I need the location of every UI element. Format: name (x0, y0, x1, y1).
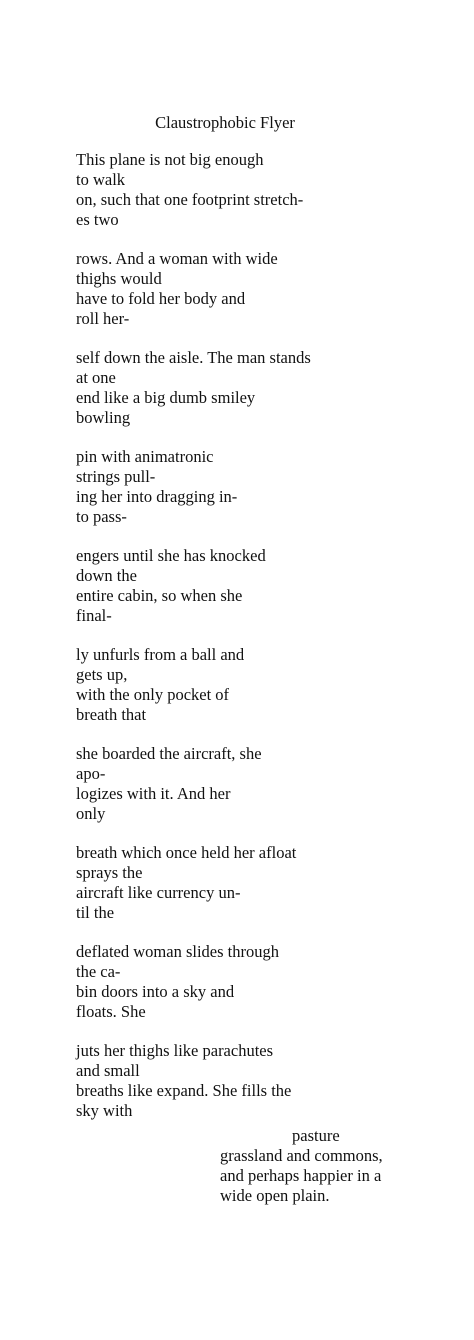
poem-line: ing her into dragging in- (76, 487, 238, 506)
stanza (76, 942, 366, 1022)
poem-line: deflated woman slides through (76, 942, 279, 961)
coda-line: pasture (292, 1126, 340, 1145)
coda-line: grassland and commons, (220, 1146, 383, 1165)
poem-line: aircraft like currency un- (76, 883, 241, 902)
poem-line: roll her- (76, 309, 130, 328)
poem-title: Claustrophobic Flyer (155, 113, 295, 132)
poem-line: sky with (76, 1101, 133, 1120)
poem-line: bin doors into a sky and (76, 982, 235, 1001)
poem-line: to walk (76, 170, 126, 189)
stanza (76, 348, 366, 428)
poem-line: engers until she has knocked (76, 546, 266, 565)
poem-line: bowling (76, 408, 131, 427)
stanza (76, 843, 366, 923)
poem-line: she boarded the aircraft, she (76, 744, 262, 763)
poem-line: juts her thighs like parachutes (76, 1041, 274, 1060)
poem-line: have to fold her body and (76, 289, 246, 308)
stanza (76, 744, 366, 824)
poem-coda (220, 1126, 400, 1206)
poem-line: on, such that one footprint stretch- (76, 190, 304, 209)
poem-line: the ca- (76, 962, 121, 981)
poem-line: logizes with it. And her (76, 784, 231, 803)
poem-line: breath that (76, 705, 147, 724)
poem-line: entire cabin, so when she (76, 586, 243, 605)
poem-line: thighs would (76, 269, 162, 288)
stanza (76, 150, 366, 230)
poem-line: This plane is not big enough (76, 150, 264, 169)
coda-line: and perhaps happier in a (220, 1166, 382, 1185)
poem-line: ly unfurls from a ball and (76, 645, 245, 664)
poem-line: with the only pocket of (76, 685, 230, 704)
poem-line: rows. And a woman with wide (76, 249, 278, 268)
stanza (76, 447, 366, 527)
coda-line: wide open plain. (220, 1186, 330, 1205)
stanza (76, 1041, 366, 1121)
poem-line: final- (76, 606, 112, 625)
poem-line: es two (76, 210, 119, 229)
poem-line: only (76, 804, 106, 823)
poem-line: apo- (76, 764, 106, 783)
poem-line: floats. She (76, 1002, 146, 1021)
poem-line: breath which once held her afloat (76, 843, 297, 862)
poem-line: til the (76, 903, 115, 922)
poem-line: to pass- (76, 507, 127, 526)
poem-line: pin with animatronic (76, 447, 214, 466)
poem-line: end like a big dumb smiley (76, 388, 256, 407)
stanza (76, 249, 366, 329)
poem-line: self down the aisle. The man stands (76, 348, 311, 367)
poem-line: down the (76, 566, 137, 585)
poem-line: at one (76, 368, 116, 387)
poem-body (76, 150, 366, 1140)
poem-line: sprays the (76, 863, 143, 882)
stanza (76, 645, 366, 725)
stanza (76, 546, 366, 626)
poem-line: and small (76, 1061, 140, 1080)
poem-line: strings pull- (76, 467, 156, 486)
poem-line: breaths like expand. She fills the (76, 1081, 292, 1100)
poem-line: gets up, (76, 665, 128, 684)
